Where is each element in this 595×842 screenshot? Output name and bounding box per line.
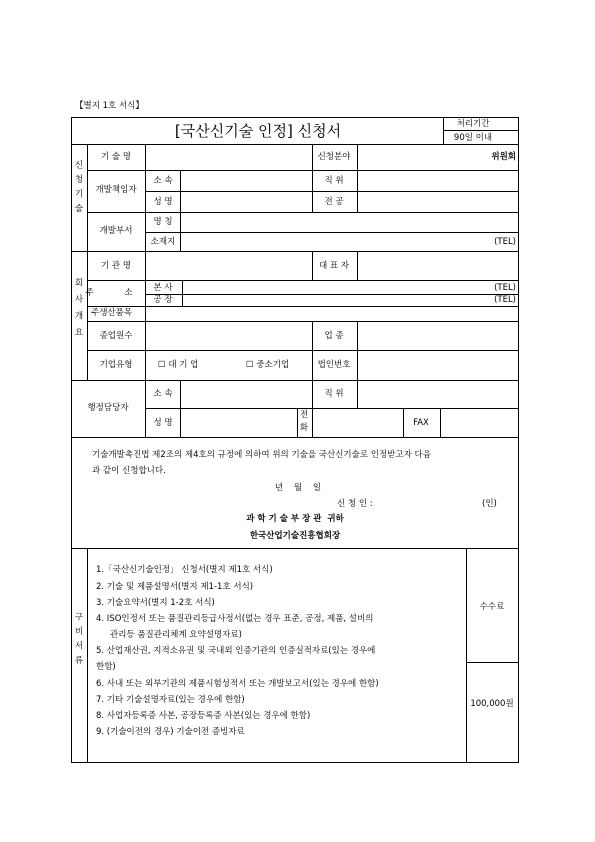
attachment-item-9: 9. (기술이전의 경우) 기술이전 증빙자료 bbox=[96, 727, 245, 737]
phone-label-1: 전 bbox=[299, 410, 309, 420]
manager-label: 개발책임자 bbox=[95, 185, 137, 195]
dept-address-label: 소재지 bbox=[150, 237, 176, 247]
fee-label: 수수료 bbox=[479, 602, 505, 612]
form-code: 【별지 1호 서식】 bbox=[75, 101, 144, 111]
attachment-item-8: 8. 사업자등록증 사본, 공장등록증 사본(있는 경우에 한함) bbox=[96, 711, 311, 721]
factory-tel: (TEL) bbox=[494, 295, 516, 305]
applicant-seal: (인) bbox=[482, 499, 497, 509]
corp-number-label: 법인번호 bbox=[317, 360, 351, 370]
manager-name-label: 성 명 bbox=[153, 197, 173, 207]
org-label: 기 관 명 bbox=[100, 261, 132, 271]
attachment-item-4-cont: 관리등 품질관리체계 요약설명자료) bbox=[110, 630, 242, 640]
declaration-line2: 과 같이 신청합니다. bbox=[92, 466, 166, 476]
attachment-item-4: 4. ISO인정서 또는 품질관리등급사정서(없는 경우 표준, 공정, 제품, 설비의 bbox=[96, 614, 374, 624]
ceo-label: 대 표 자 bbox=[318, 261, 350, 271]
admin-name-label: 성 명 bbox=[153, 418, 173, 428]
section-attachments: 구비서류 bbox=[73, 612, 83, 670]
employees-label: 종업원수 bbox=[99, 331, 133, 341]
products-label: 주생산품목 bbox=[91, 308, 133, 318]
processing-label: 처리기간 bbox=[456, 119, 490, 129]
admin-label: 행정담당자 bbox=[87, 403, 129, 413]
page-title: [국산신기술 인정] 신청서 bbox=[174, 122, 342, 140]
industry-label: 업 종 bbox=[324, 331, 344, 341]
dept-name-label: 명 칭 bbox=[153, 217, 173, 227]
fax-field[interactable] bbox=[441, 409, 518, 436]
dept-label: 개발부서 bbox=[99, 226, 133, 236]
company-address-label: 주 소 bbox=[85, 288, 147, 298]
factory-label: 공 장 bbox=[153, 295, 173, 305]
company-type-label: 기업유형 bbox=[99, 360, 133, 370]
field-value: 위원회 bbox=[491, 152, 516, 162]
section-company: 회사개요 bbox=[73, 278, 83, 344]
products-field[interactable] bbox=[146, 307, 518, 320]
admin-affiliation-label: 소 속 bbox=[153, 389, 173, 399]
declaration-line1: 기술개발촉진법 제2조의 제4호의 규정에 의하여 위의 기술을 국산신기술로 인정받고자 다음 bbox=[92, 450, 431, 460]
sme-checkbox[interactable]: ☐ 중소기업 bbox=[246, 360, 290, 370]
section-tech: 신청기술 bbox=[73, 160, 83, 218]
applicant-label: 신 청 인 : bbox=[337, 499, 373, 509]
field-label: 신청분야 bbox=[317, 152, 351, 162]
position-label: 직 위 bbox=[324, 176, 344, 186]
attachment-item-2: 2. 기술 및 제품설명서(별지 제1-1호 서식) bbox=[96, 582, 254, 592]
recipient-line1: 과 학 기 술 부 장 관 귀하 bbox=[246, 514, 344, 524]
hq-label: 본 사 bbox=[153, 283, 173, 293]
admin-position-label: 직 위 bbox=[324, 389, 344, 399]
declaration-date: 년 월 일 bbox=[274, 483, 322, 493]
attachment-item-6: 6. 사내 또는 외부기관의 제품시험성적서 또는 개발보고서(있는 경우에 한함) bbox=[96, 679, 379, 689]
dept-tel: (TEL) bbox=[494, 237, 516, 247]
fax-label: FAX bbox=[413, 418, 429, 428]
tech-name-field[interactable] bbox=[146, 145, 311, 169]
org-field[interactable] bbox=[146, 252, 311, 279]
attachment-item-1: 1.「국산신기술인정」 신청서(별지 제1호 서식) bbox=[96, 565, 273, 575]
attachment-item-3: 3. 기술요약서(별지 1-2호 서식) bbox=[96, 598, 215, 608]
hq-tel: (TEL) bbox=[494, 283, 516, 293]
processing-value: 90일 이내 bbox=[453, 133, 493, 143]
attachment-item-5: 5. 산업재산권, 지적소유권 및 국내외 인증기관의 인증실적자료(있는 경우에 bbox=[96, 646, 376, 656]
manager-name-field[interactable] bbox=[181, 192, 311, 211]
specialty-label: 전 공 bbox=[324, 197, 344, 207]
affiliation-field[interactable] bbox=[181, 171, 311, 190]
fee-value: 100,000원 bbox=[470, 699, 514, 709]
attachment-item-7: 7. 기타 기술설명자료(있는 경우에 한함) bbox=[96, 695, 245, 705]
large-company-checkbox[interactable]: ☐ 대 기 업 bbox=[158, 360, 199, 370]
tech-name-label: 기 술 명 bbox=[100, 152, 132, 162]
phone-field[interactable] bbox=[313, 409, 402, 436]
phone-label-2: 화 bbox=[299, 423, 309, 433]
admin-name-field[interactable] bbox=[181, 409, 296, 436]
affiliation-label: 소 속 bbox=[153, 176, 173, 186]
dept-name-field[interactable] bbox=[181, 213, 518, 231]
recipient-line2: 한국산업기술진흥협회장 bbox=[249, 531, 341, 541]
employees-field[interactable] bbox=[146, 322, 311, 349]
attachment-item-5-cont: 한함) bbox=[96, 662, 116, 672]
admin-affiliation-field[interactable] bbox=[181, 381, 311, 407]
